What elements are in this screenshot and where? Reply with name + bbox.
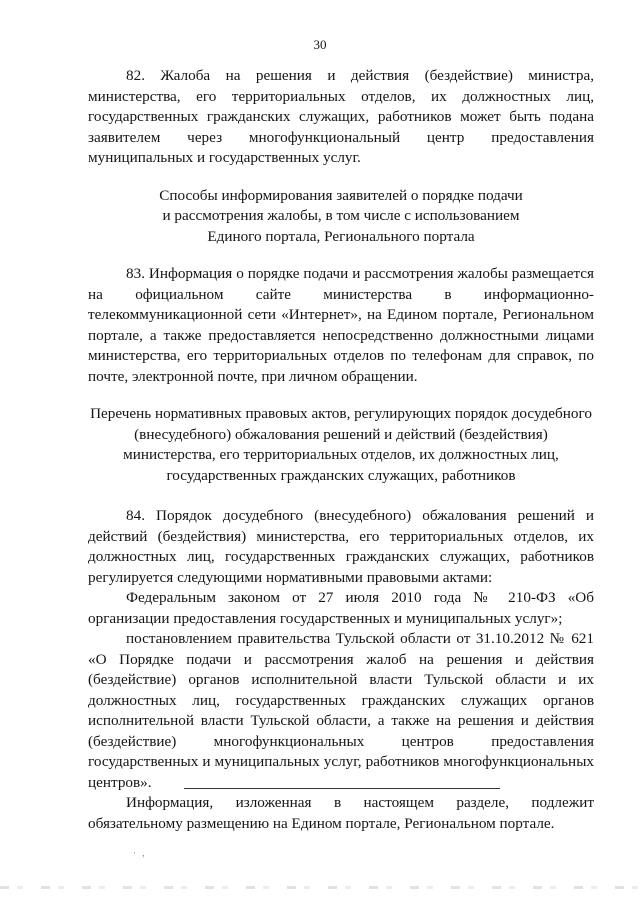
heading-line: (внесудебного) обжалования решений и действий (бездействия) bbox=[134, 425, 548, 443]
heading-line: Единого портала, Регионального портала bbox=[207, 227, 475, 245]
paragraph-84-federal-law: Федеральным законом от 27 июля 2010 года № 210-ФЗ «Об организации предоставления государственных и муниципальных услуг»; bbox=[88, 589, 594, 627]
paragraph-83: 83. Информация о порядке подачи и рассмотрения жалобы размещается на официальном сайте министерства в информационно-телекоммуникационной сети «Интернет», на Едином портале, Региональном портале, а также предоставляется непосредственно должностными лицами министерства, его территориальных отделов по телефонам для справок, по почте, электронной почте, при личном обращении. bbox=[88, 265, 594, 385]
paragraph-84-resolution: постановлением правительства Тульской области от 31.10.2012 № 621 «О Порядке подачи и рассмотрения жалоб на решения и действия (бездействие) органов исполнительной власти Тульской области и их должностных лиц, государственных гражданских служащих органов исполнительной власти Тульской области, а также на решения и действия (бездействие) многофункциональных центров предоставления государственных и муниципальных услуг, работников многофункциональных центров». bbox=[88, 630, 594, 791]
paragraph-84: 84. Порядок досудебного (внесудебного) обжалования решений и действий (бездействия) министерства, его территориальных отделов, их должностных лиц, государственных гражданских служащих, работников регулируется следующими нормативными правовыми актами: bbox=[88, 507, 594, 586]
heading-line: государственных гражданских служащих, работников bbox=[166, 466, 516, 484]
heading-line: Способы информирования заявителей о порядке подачи bbox=[159, 186, 523, 204]
heading-line: министерства, его территориальных отделов, их должностных лиц, bbox=[123, 446, 559, 463]
heading-informing-methods bbox=[88, 186, 594, 248]
page-number: 30 bbox=[313, 37, 327, 52]
scan-artifact: · , bbox=[133, 848, 147, 858]
heading-line: Перечень нормативных правовых актов, регулирующих порядок досудебного bbox=[90, 405, 592, 422]
paragraph-82: 82. Жалоба на решения и действия (бездействие) министра, министерства, его территориальных отделов, их должностных лиц, государственных гражданских служащих, работников может быть подана заявителем через многофункциональный центр предоставления муниципальных и государственных услуг. bbox=[88, 67, 594, 166]
scan-artifact bbox=[0, 886, 640, 889]
document-body bbox=[88, 66, 594, 834]
paragraph-final: Информация, изложенная в настоящем разделе, подлежит обязательному размещению на Едином портале, Региональном портале. bbox=[88, 794, 594, 832]
heading-legal-acts bbox=[88, 404, 594, 486]
heading-line: и рассмотрения жалобы, в том числе с использованием bbox=[162, 207, 520, 224]
end-divider bbox=[184, 788, 500, 789]
